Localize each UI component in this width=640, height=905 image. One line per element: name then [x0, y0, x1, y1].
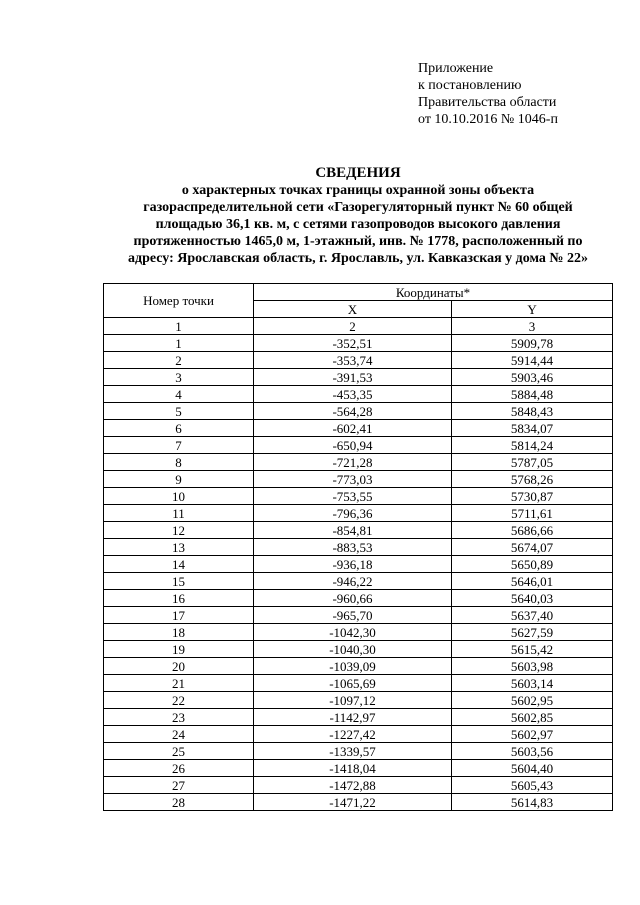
x-coordinate-cell: -391,53: [254, 369, 452, 386]
point-number-cell: 5: [104, 403, 254, 420]
table-row: [104, 505, 613, 522]
y-coordinate-cell: 5640,03: [452, 590, 613, 607]
table-row: [104, 522, 613, 539]
title-line-4: протяженностью 1465,0 м, 1-этажный, инв. № 1778, расположенный по: [133, 234, 583, 249]
table-row: [104, 709, 613, 726]
point-number-cell: 11: [104, 505, 254, 522]
point-number-cell: 27: [104, 777, 254, 794]
point-number-cell: 6: [104, 420, 254, 437]
y-coordinate-cell: 5603,98: [452, 658, 613, 675]
table-row: [104, 488, 613, 505]
table-row: [104, 454, 613, 471]
table-row: [104, 624, 613, 641]
table-row: [104, 794, 613, 811]
point-number-cell: 21: [104, 675, 254, 692]
x-coordinate-cell: -650,94: [254, 437, 452, 454]
annex-line-3: Правительства области: [418, 95, 557, 110]
x-coordinate-cell: -1339,57: [254, 743, 452, 760]
y-coordinate-cell: 5814,24: [452, 437, 613, 454]
table-row: [104, 335, 613, 352]
table-row: [104, 760, 613, 777]
table-row: [104, 403, 613, 420]
table-row: [104, 675, 613, 692]
y-coordinate-cell: 5787,05: [452, 454, 613, 471]
x-coordinate-cell: -1097,12: [254, 692, 452, 709]
point-number-cell: 13: [104, 539, 254, 556]
x-coordinate-cell: -352,51: [254, 335, 452, 352]
point-number-cell: 7: [104, 437, 254, 454]
point-number-cell: 2: [104, 352, 254, 369]
y-coordinate-cell: 5914,44: [452, 352, 613, 369]
index-cell: 1: [104, 318, 254, 335]
annex-line-2: к постановлению: [418, 78, 522, 93]
y-coordinate-cell: 5614,83: [452, 794, 613, 811]
annex-line-4: от 10.10.2016 № 1046-п: [418, 112, 558, 127]
table-row: [104, 573, 613, 590]
y-coordinate-cell: 5903,46: [452, 369, 613, 386]
point-number-cell: 1: [104, 335, 254, 352]
table-row: [104, 539, 613, 556]
y-coordinate-cell: 5602,85: [452, 709, 613, 726]
header-coordinates: Координаты*: [254, 284, 613, 301]
index-cell: 2: [254, 318, 452, 335]
x-coordinate-cell: -796,36: [254, 505, 452, 522]
y-coordinate-cell: 5730,87: [452, 488, 613, 505]
point-number-cell: 12: [104, 522, 254, 539]
x-coordinate-cell: -854,81: [254, 522, 452, 539]
point-number-cell: 24: [104, 726, 254, 743]
x-coordinate-cell: -1472,88: [254, 777, 452, 794]
point-number-cell: 9: [104, 471, 254, 488]
table-row: [104, 420, 613, 437]
y-coordinate-cell: 5627,59: [452, 624, 613, 641]
x-coordinate-cell: -1227,42: [254, 726, 452, 743]
table-index-row: [104, 318, 613, 335]
y-coordinate-cell: 5711,61: [452, 505, 613, 522]
table-row: [104, 437, 613, 454]
index-cell: 3: [452, 318, 613, 335]
title-line-5: адресу: Ярославская область, г. Ярославль, ул. Кавказская у дома № 22»: [128, 251, 588, 266]
y-coordinate-cell: 5605,43: [452, 777, 613, 794]
y-coordinate-cell: 5768,26: [452, 471, 613, 488]
document-title: [108, 165, 608, 267]
header-x: X: [254, 301, 452, 318]
x-coordinate-cell: -946,22: [254, 573, 452, 590]
x-coordinate-cell: -1042,30: [254, 624, 452, 641]
x-coordinate-cell: -1418,04: [254, 760, 452, 777]
table-row: [104, 590, 613, 607]
y-coordinate-cell: 5604,40: [452, 760, 613, 777]
table-row: [104, 658, 613, 675]
y-coordinate-cell: 5646,01: [452, 573, 613, 590]
point-number-cell: 16: [104, 590, 254, 607]
annex-header: [418, 60, 558, 128]
header-y: Y: [452, 301, 613, 318]
table-row: [104, 556, 613, 573]
table-row: [104, 352, 613, 369]
annex-line-1: Приложение: [418, 61, 494, 76]
point-number-cell: 4: [104, 386, 254, 403]
y-coordinate-cell: 5674,07: [452, 539, 613, 556]
y-coordinate-cell: 5650,89: [452, 556, 613, 573]
table-row: [104, 726, 613, 743]
title-line-1: о характерных точках границы охранной зоны объекта: [181, 183, 535, 198]
point-number-cell: 26: [104, 760, 254, 777]
title-line-3: площадью 36,1 кв. м, с сетями газопроводов высокого давления: [155, 217, 561, 232]
x-coordinate-cell: -602,41: [254, 420, 452, 437]
title-line-2: газораспределительной сети «Газорегуляторный пункт № 60 общей: [143, 200, 573, 215]
header-point-number: Номер точки: [104, 284, 254, 318]
y-coordinate-cell: 5615,42: [452, 641, 613, 658]
coordinates-table: [103, 283, 613, 811]
table-row: [104, 607, 613, 624]
x-coordinate-cell: -753,55: [254, 488, 452, 505]
x-coordinate-cell: -721,28: [254, 454, 452, 471]
point-number-cell: 18: [104, 624, 254, 641]
table-row: [104, 369, 613, 386]
x-coordinate-cell: -936,18: [254, 556, 452, 573]
y-coordinate-cell: 5884,48: [452, 386, 613, 403]
title-heading: СВЕДЕНИЯ: [315, 165, 401, 181]
y-coordinate-cell: 5602,97: [452, 726, 613, 743]
y-coordinate-cell: 5848,43: [452, 403, 613, 420]
table-body: [104, 335, 613, 811]
point-number-cell: 15: [104, 573, 254, 590]
x-coordinate-cell: -1065,69: [254, 675, 452, 692]
table-row: [104, 471, 613, 488]
point-number-cell: 17: [104, 607, 254, 624]
y-coordinate-cell: 5909,78: [452, 335, 613, 352]
y-coordinate-cell: 5602,95: [452, 692, 613, 709]
y-coordinate-cell: 5603,14: [452, 675, 613, 692]
x-coordinate-cell: -1040,30: [254, 641, 452, 658]
x-coordinate-cell: -1142,97: [254, 709, 452, 726]
point-number-cell: 14: [104, 556, 254, 573]
y-coordinate-cell: 5834,07: [452, 420, 613, 437]
y-coordinate-cell: 5637,40: [452, 607, 613, 624]
point-number-cell: 22: [104, 692, 254, 709]
x-coordinate-cell: -453,35: [254, 386, 452, 403]
table-row: [104, 777, 613, 794]
x-coordinate-cell: -1039,09: [254, 658, 452, 675]
table-row: [104, 641, 613, 658]
point-number-cell: 8: [104, 454, 254, 471]
y-coordinate-cell: 5686,66: [452, 522, 613, 539]
table-row: [104, 386, 613, 403]
point-number-cell: 3: [104, 369, 254, 386]
x-coordinate-cell: -1471,22: [254, 794, 452, 811]
table-row: [104, 743, 613, 760]
x-coordinate-cell: -883,53: [254, 539, 452, 556]
x-coordinate-cell: -965,70: [254, 607, 452, 624]
table-row: [104, 692, 613, 709]
point-number-cell: 19: [104, 641, 254, 658]
x-coordinate-cell: -353,74: [254, 352, 452, 369]
point-number-cell: 10: [104, 488, 254, 505]
point-number-cell: 20: [104, 658, 254, 675]
point-number-cell: 28: [104, 794, 254, 811]
table-header-row: [104, 284, 613, 301]
y-coordinate-cell: 5603,56: [452, 743, 613, 760]
x-coordinate-cell: -564,28: [254, 403, 452, 420]
x-coordinate-cell: -960,66: [254, 590, 452, 607]
point-number-cell: 25: [104, 743, 254, 760]
point-number-cell: 23: [104, 709, 254, 726]
x-coordinate-cell: -773,03: [254, 471, 452, 488]
